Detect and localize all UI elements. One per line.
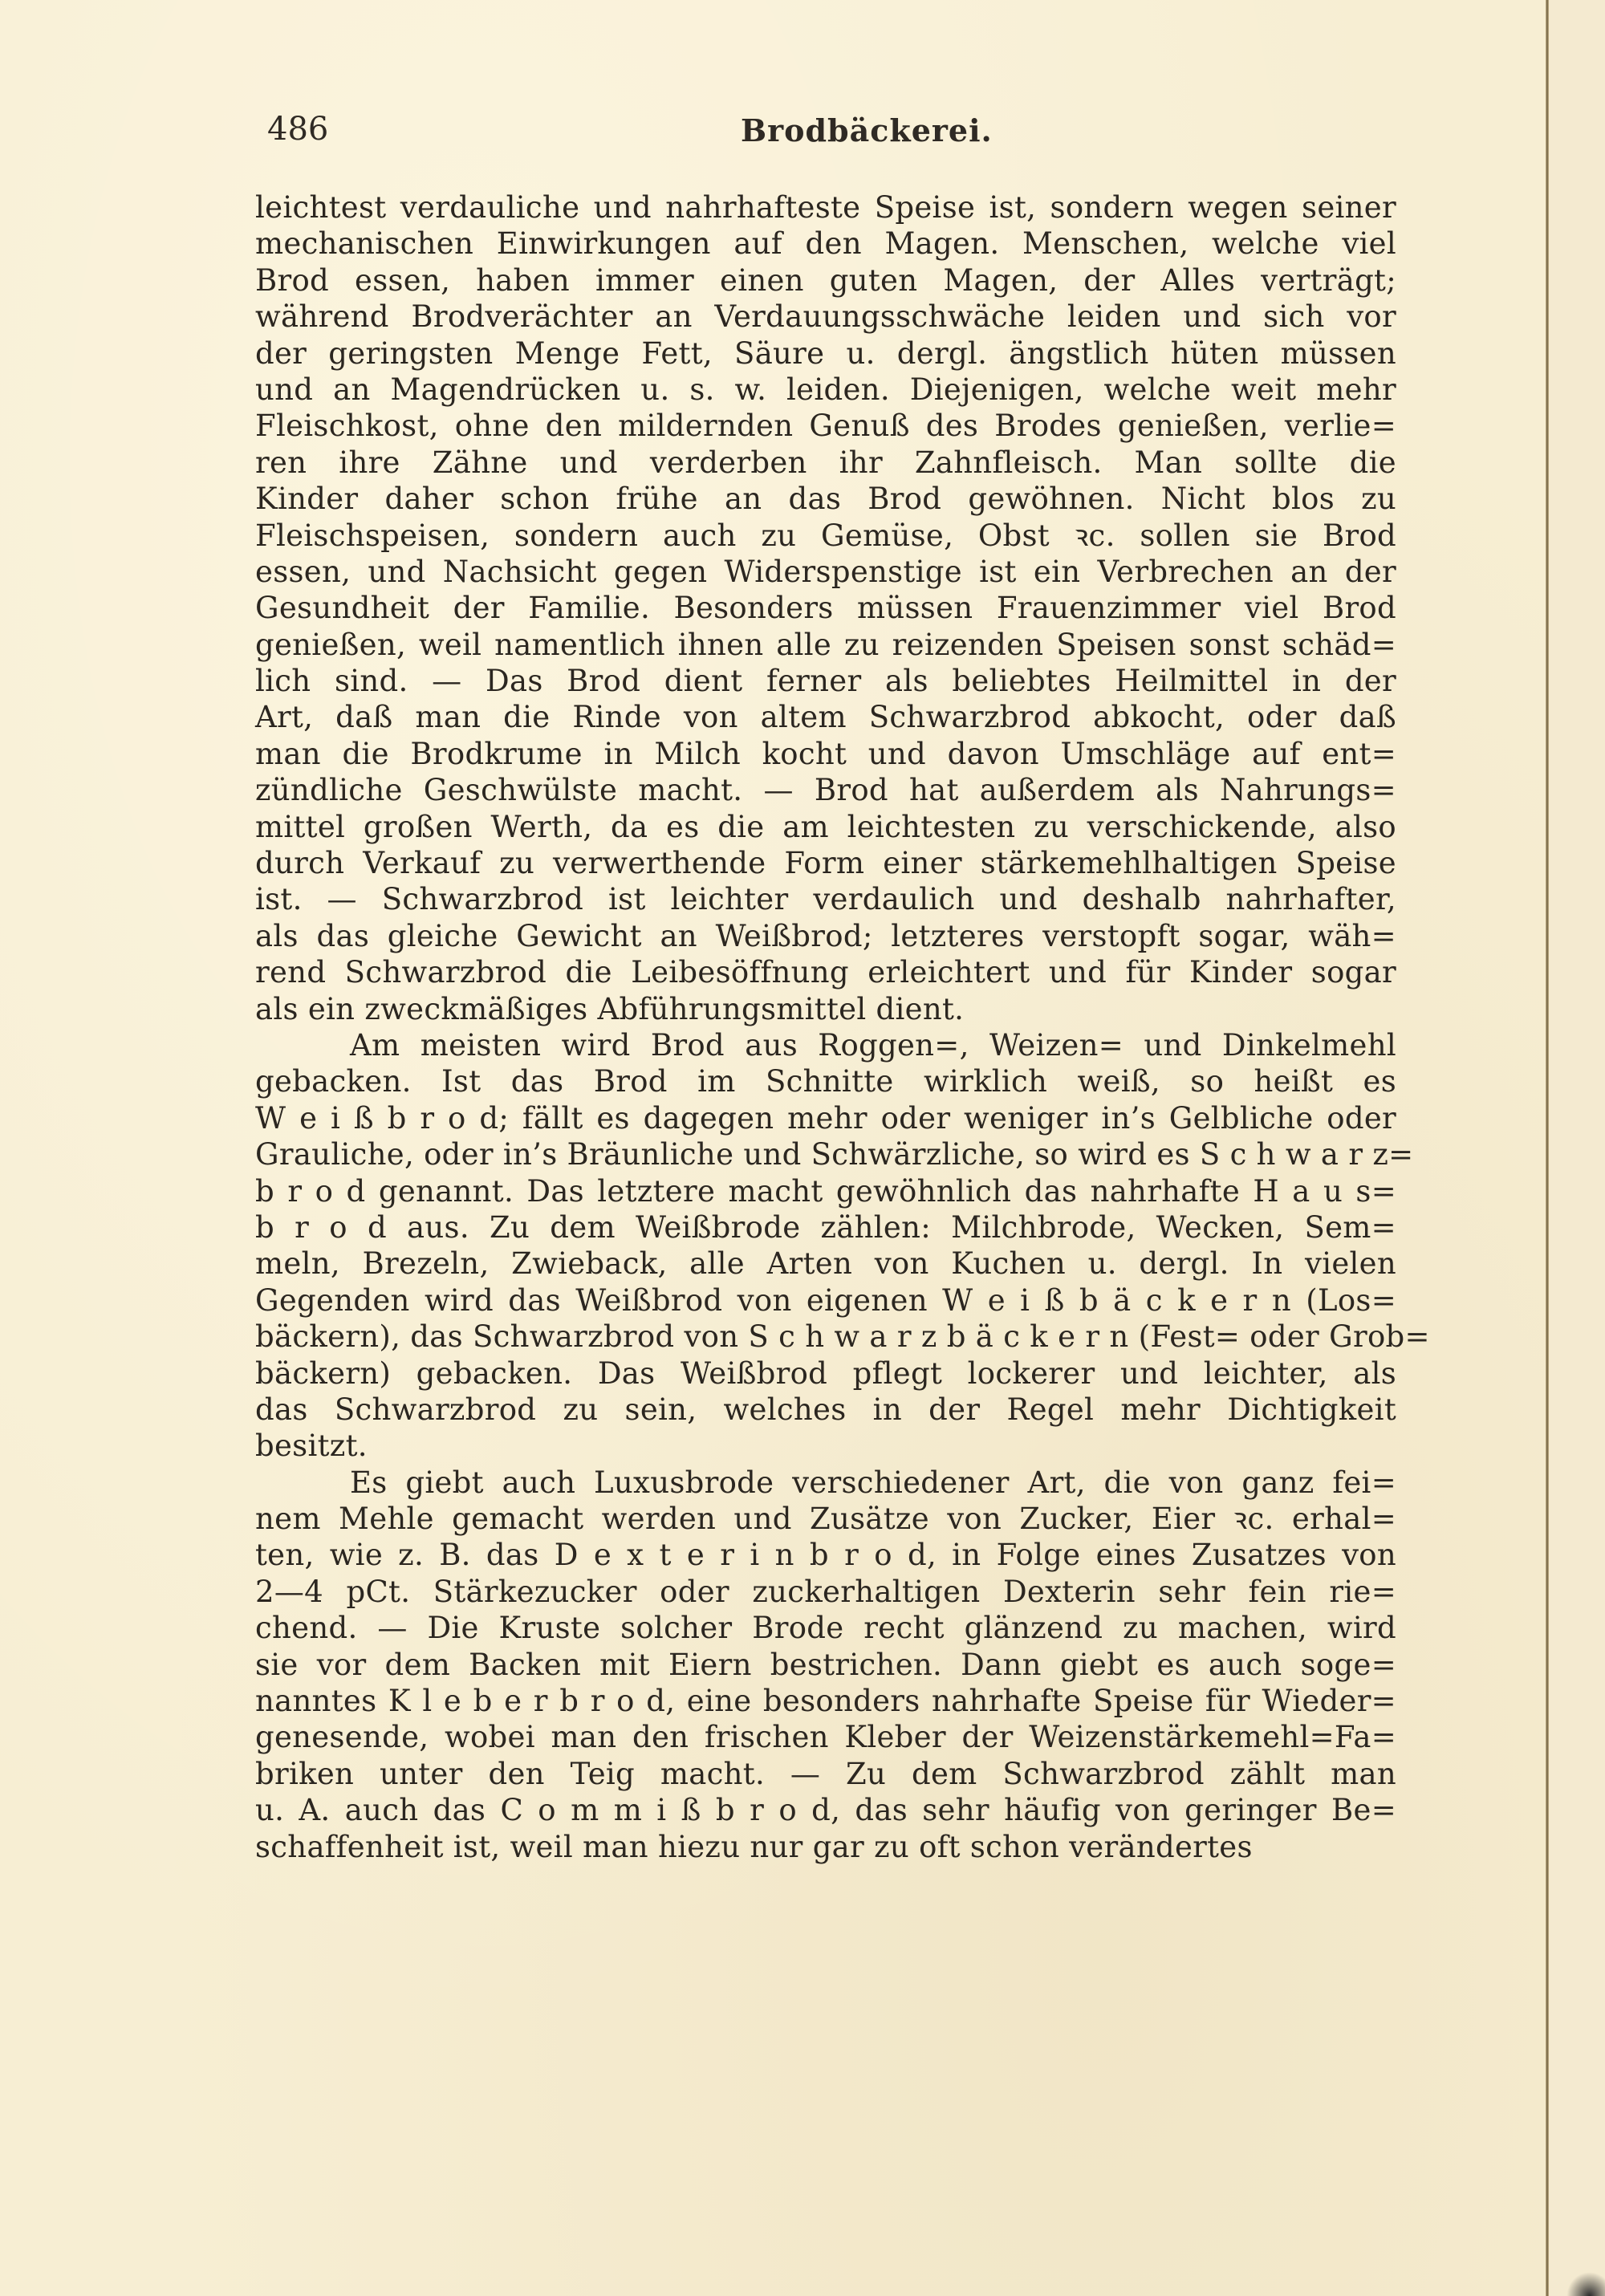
page-header xyxy=(267,111,1391,159)
text-line: bäckern), das Schwarzbrod von S c h w a r z b ä c k e r n (Fest= oder Grob= xyxy=(255,1319,1430,1355)
body-text xyxy=(255,189,1430,1865)
text-line: mittel großen Werth, da es die am leichtesten zu verschickende, also xyxy=(255,809,1396,844)
text-line: rend Schwarzbrod die Leibesöffnung erleichtert und für Kinder sogar xyxy=(255,955,1396,990)
text-line: Fleischkost, ohne den mildernden Genuß des Brodes genießen, verlie= xyxy=(255,408,1396,444)
text-line: nanntes K l e b e r b r o d, eine besonders nahrhafte Speise für Wieder= xyxy=(255,1684,1396,1719)
text-line: essen, und Nachsicht gegen Widerspenstige ist ein Verbrechen an der xyxy=(255,554,1396,589)
text-line: bäckern) gebacken. Das Weißbrod pflegt lockerer und leichter, als xyxy=(255,1355,1396,1391)
text-line: Art, daß man die Rinde von altem Schwarzbrod abkocht, oder daß xyxy=(255,700,1396,735)
page-number: 486 xyxy=(267,111,329,148)
text-line: das Schwarzbrod zu sein, welches in der Regel mehr Dichtigkeit xyxy=(255,1392,1396,1427)
text-line: schaffenheit ist, weil man hiezu nur gar zu oft schon verändertes xyxy=(255,1829,1253,1864)
text-line: ist. — Schwarzbrod ist leichter verdaulich und deshalb nahrhafter, xyxy=(255,882,1396,917)
text-line: Brod essen, haben immer einen guten Magen, der Alles verträgt; xyxy=(255,262,1396,298)
paragraph xyxy=(255,1027,1430,1465)
text-line: besitzt. xyxy=(255,1428,368,1464)
paragraph xyxy=(255,189,1396,1027)
text-line: Fleischspeisen, sondern auch zu Gemüse, Obst ꝛc. sollen sie Brod xyxy=(255,518,1396,553)
text-line: b r o d genannt. Das letztere macht gewöhnlich das nahrhafte H a u s= xyxy=(255,1173,1396,1209)
text-line: gebacken. Ist das Brod im Schnitte wirklich weiß, so heißt es xyxy=(255,1064,1396,1099)
running-head: Brodbäckerei. xyxy=(741,112,993,148)
text-line: Gesundheit der Familie. Besonders müssen Frauenzimmer viel Brod xyxy=(255,591,1396,626)
text-line: nem Mehle gemacht werden und Zusätze von Zucker, Eier ꝛc. erhal= xyxy=(255,1502,1396,1537)
text-line: man die Brodkrume in Milch kocht und davon Umschläge auf ent= xyxy=(255,736,1396,771)
text-line: b r o d aus. Zu dem Weißbrode zählen: Milchbrode, Wecken, Sem= xyxy=(255,1209,1396,1245)
paragraph xyxy=(255,1465,1396,1865)
page-gutter xyxy=(1546,0,1549,2296)
text-line: meln, Brezeln, Zwieback, alle Arten von Kuchen u. dergl. In vielen xyxy=(255,1246,1396,1282)
next-page-edge xyxy=(1549,0,1605,2296)
text-line: genießen, weil namentlich ihnen alle zu reizenden Speisen sonst schäd= xyxy=(255,627,1396,662)
text-line: mechanischen Einwirkungen auf den Magen. Menschen, welche viel xyxy=(255,226,1396,262)
text-line: lich sind. — Das Brod dient ferner als beliebtes Heilmittel in der xyxy=(255,664,1396,699)
text-line: W e i ß b r o d; fällt es dagegen mehr oder weniger in’s Gelbliche oder xyxy=(255,1100,1396,1136)
text-line: sie vor dem Backen mit Eiern bestrichen. Dann giebt es auch soge= xyxy=(255,1647,1396,1682)
text-line: Grauliche, oder in’s Bräunliche und Schwärzliche, so wird es S c h w a r z= xyxy=(255,1137,1414,1172)
text-line: ren ihre Zähne und verderben ihr Zahnfleisch. Man sollte die xyxy=(255,445,1396,480)
text-line: leichtest verdauliche und nahrhafteste Speise ist, sondern wegen seiner xyxy=(255,190,1396,225)
text-line: während Brodverächter an Verdauungsschwäche leiden und sich vor xyxy=(255,299,1396,335)
text-line: Am meisten wird Brod aus Roggen=, Weizen= und Dinkelmehl xyxy=(350,1027,1396,1063)
text-line: und an Magendrücken u. s. w. leiden. Diejenigen, welche weit mehr xyxy=(255,372,1396,407)
text-line: Es giebt auch Luxusbrode verschiedener Art, die von ganz fei= xyxy=(350,1465,1396,1500)
text-line: durch Verkauf zu verwerthende Form einer stärkemehlhaltigen Speise xyxy=(255,846,1396,881)
binding-shadow xyxy=(1566,2272,1605,2296)
text-line: als ein zweckmäßiges Abführungsmittel dient. xyxy=(255,991,965,1026)
text-line: als das gleiche Gewicht an Weißbrod; letzteres verstopft sogar, wäh= xyxy=(255,918,1396,953)
text-line: u. A. auch das C o m m i ß b r o d, das sehr häufig von geringer Be= xyxy=(255,1793,1396,1828)
text-line: zündliche Geschwülste macht. — Brod hat außerdem als Nahrungs= xyxy=(255,773,1396,808)
text-line: briken unter den Teig macht. — Zu dem Schwarzbrod zählt man xyxy=(255,1756,1396,1791)
text-line: 2—4 pCt. Stärkezucker oder zuckerhaltigen Dexterin sehr fein rie= xyxy=(255,1574,1396,1609)
text-line: Gegenden wird das Weißbrod von eigenen W e i ß b ä c k e r n (Los= xyxy=(255,1282,1396,1318)
text-line: ten, wie z. B. das D e x t e r i n b r o d, in Folge eines Zusatzes von xyxy=(255,1538,1396,1573)
text-line: genesende, wobei man den frischen Kleber der Weizenstärkemehl=Fa= xyxy=(255,1720,1396,1755)
text-line: Kinder daher schon frühe an das Brod gewöhnen. Nicht blos zu xyxy=(255,482,1396,517)
text-line: der geringsten Menge Fett, Säure u. dergl. ängstlich hüten müssen xyxy=(255,335,1396,371)
text-line: chend. — Die Kruste solcher Brode recht glänzend zu machen, wird xyxy=(255,1611,1396,1646)
